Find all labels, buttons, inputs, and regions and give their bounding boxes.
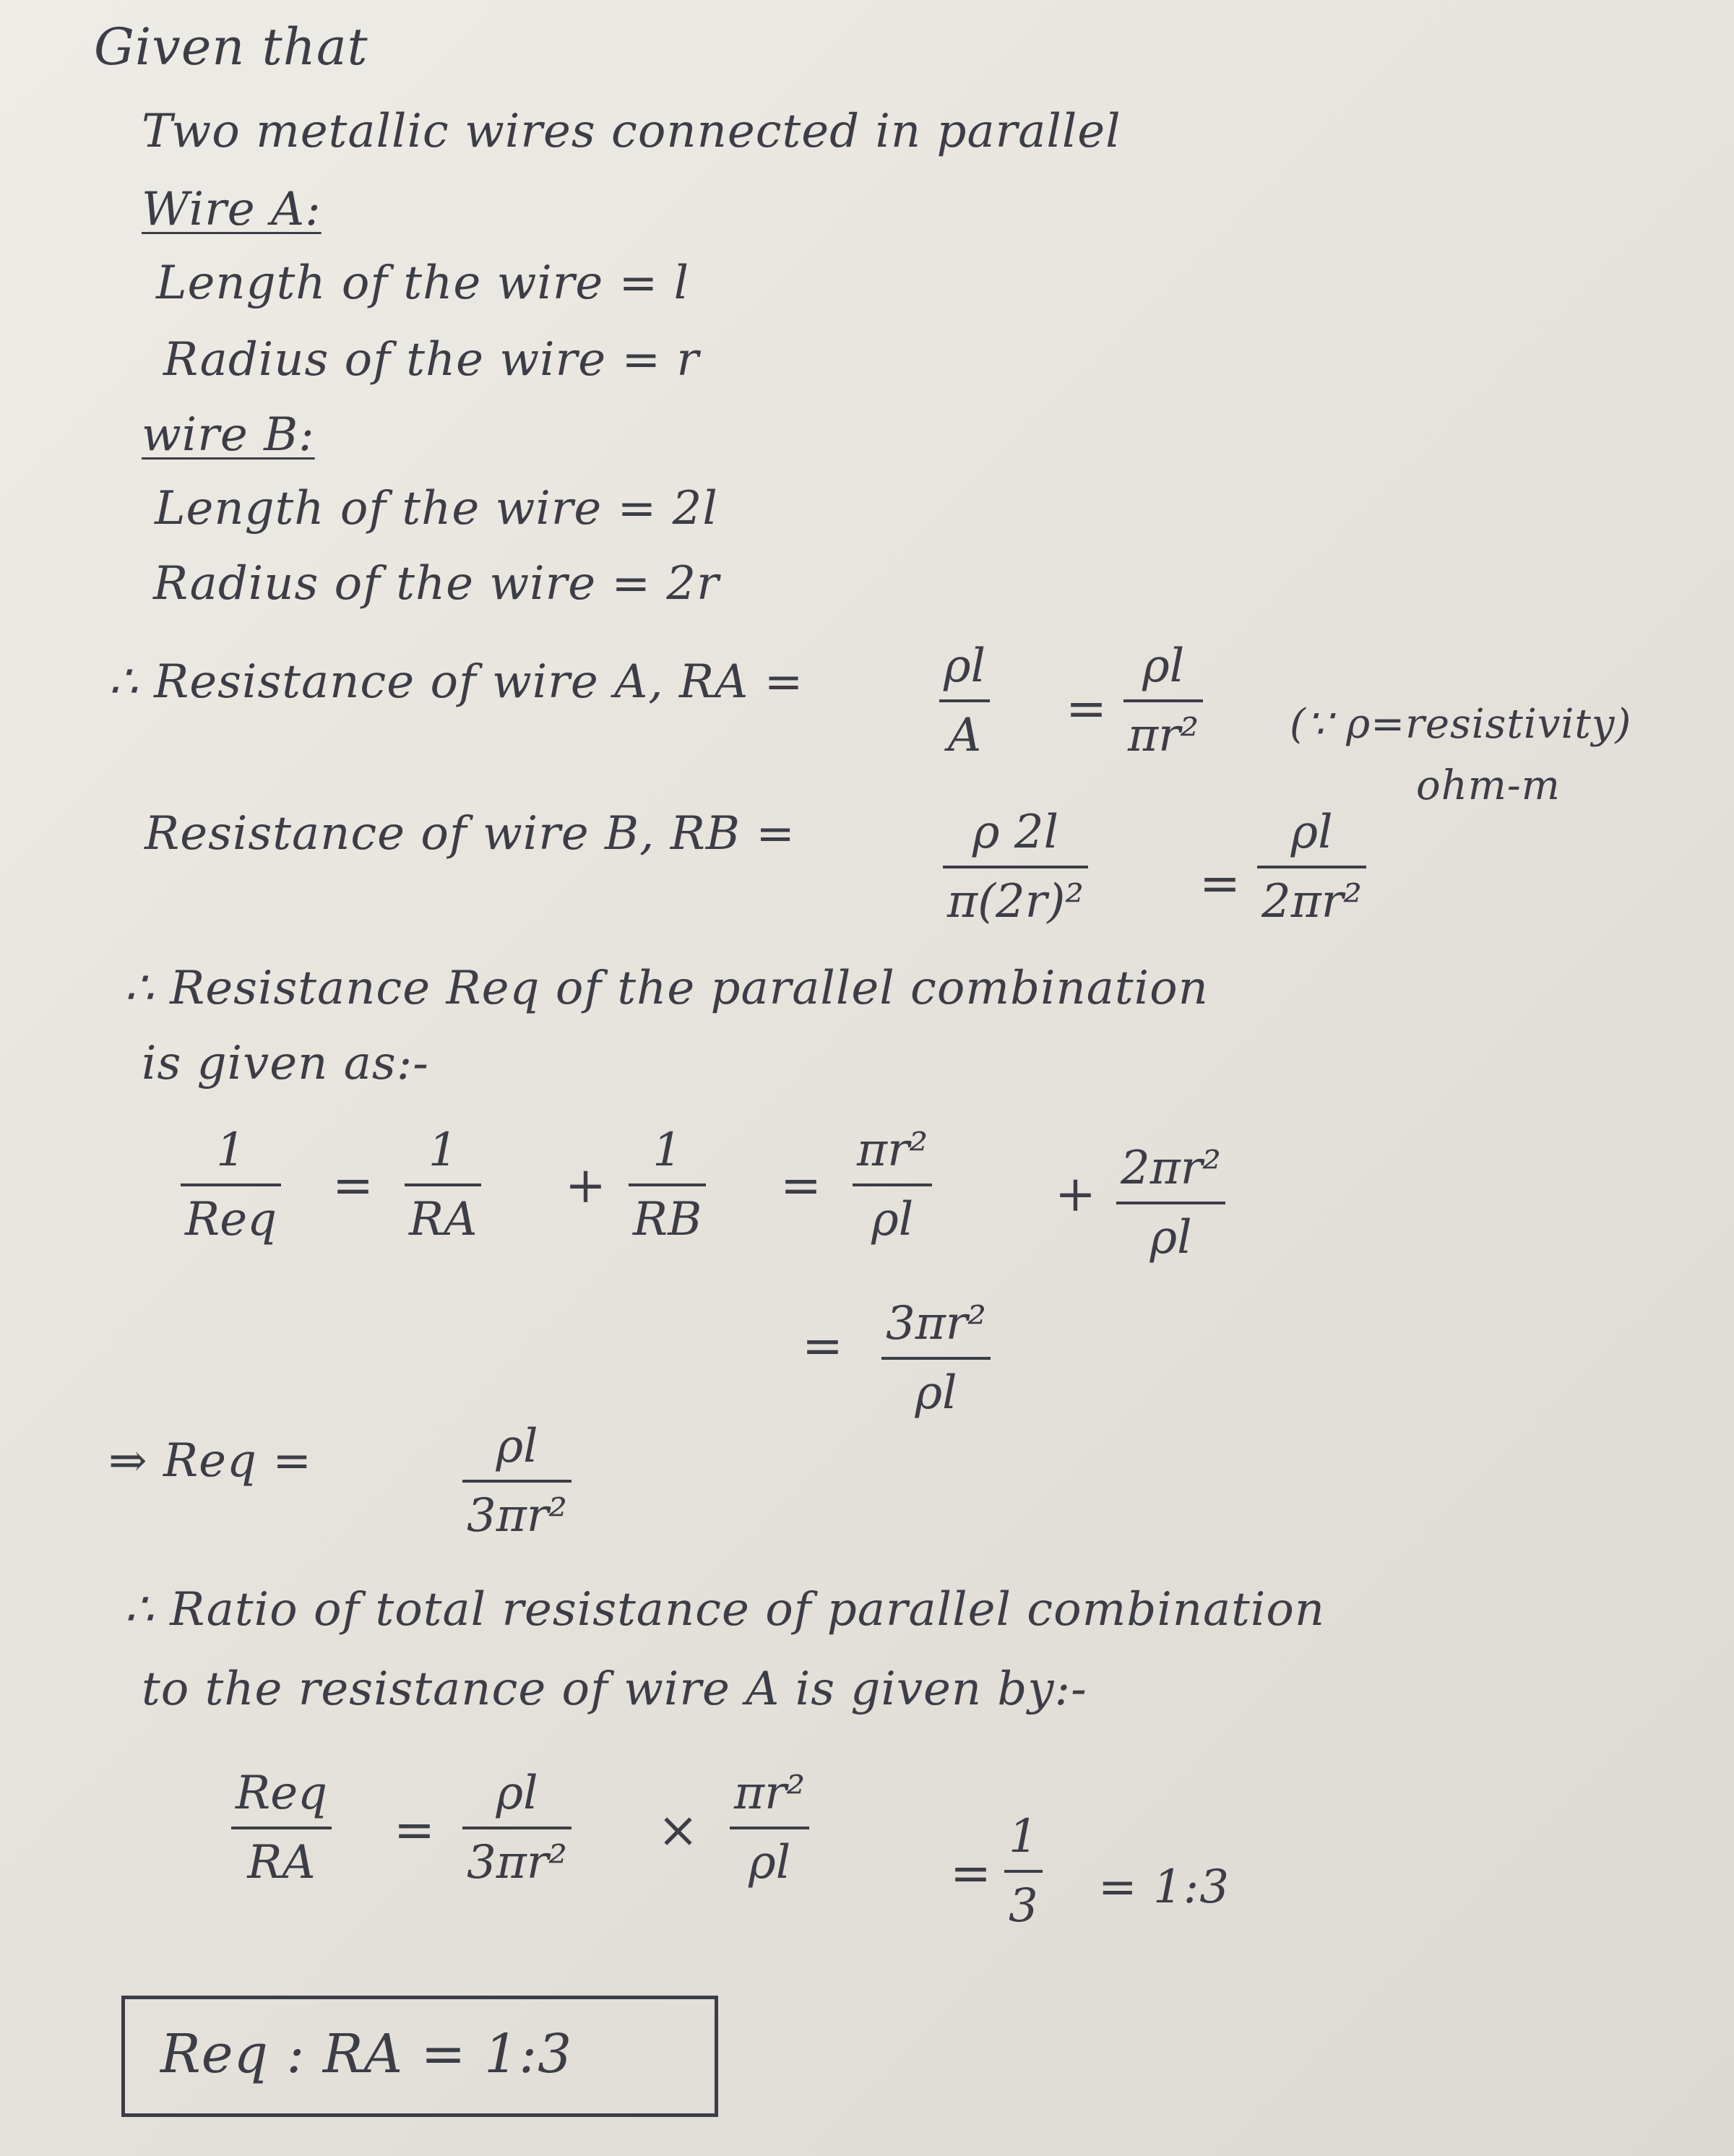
fraction-bar xyxy=(629,1183,706,1186)
fraction-numerator: ρl xyxy=(496,1767,538,1820)
fraction-numerator: 1 xyxy=(1009,1810,1038,1863)
equals-sign: = xyxy=(394,1802,435,1859)
equation-3-lhs: ⇒ Req = xyxy=(108,1434,312,1488)
fraction-denominator: ρl xyxy=(1149,1211,1192,1264)
fraction-denominator: RA xyxy=(247,1836,316,1889)
fraction-denominator: Req xyxy=(185,1193,277,1246)
wire-a-length: Length of the wire = l xyxy=(156,256,690,310)
equation-1-lhs xyxy=(181,1124,281,1246)
ratio-intro-line-1: ∴ Ratio of total resistance of parallel combination xyxy=(124,1583,1326,1637)
equals-sign: = xyxy=(332,1157,374,1215)
fraction-bar xyxy=(943,866,1088,868)
given-heading: Given that xyxy=(94,17,368,77)
fraction-denominator: ρl xyxy=(915,1366,957,1420)
fraction-bar xyxy=(1123,699,1203,702)
fraction-numerator: 3πr² xyxy=(886,1297,987,1350)
fraction-denominator: 2πr² xyxy=(1261,875,1363,928)
fraction-denominator: RB xyxy=(633,1193,702,1246)
fraction-denominator: RA xyxy=(409,1193,478,1246)
times-sign: × xyxy=(657,1802,699,1859)
wire-a-radius: Radius of the wire = r xyxy=(163,333,699,387)
req-intro-line-1: ∴ Resistance Req of the parallel combination xyxy=(124,962,1209,1015)
fraction-bar xyxy=(462,1827,571,1829)
equation-1-term-3 xyxy=(853,1124,932,1246)
equation-4-factor-1 xyxy=(462,1767,571,1889)
ratio-intro-line-2: to the resistance of wire A is given by:- xyxy=(142,1663,1087,1716)
fraction-numerator: 1 xyxy=(216,1124,246,1177)
wire-b-heading: wire B: xyxy=(142,408,315,462)
resistivity-note: (∵ ρ=resistivity) xyxy=(1290,701,1632,748)
fraction-numerator: ρl xyxy=(944,639,986,693)
fraction-bar xyxy=(1257,866,1366,868)
resistance-a-label: ∴ Resistance of wire A, RA = xyxy=(108,655,804,709)
equation-1-term-1 xyxy=(405,1124,481,1246)
fraction-bar xyxy=(405,1183,481,1186)
fraction-bar xyxy=(1116,1202,1225,1204)
equation-4-lhs xyxy=(231,1767,332,1889)
fraction-numerator: 1 xyxy=(652,1124,682,1177)
req-intro-line-2: is given as:- xyxy=(142,1037,429,1090)
resistivity-unit: ohm-m xyxy=(1416,762,1561,809)
fraction-numerator: ρ 2l xyxy=(972,806,1059,859)
equals-sign: = xyxy=(950,1845,991,1902)
fraction-bar xyxy=(853,1183,932,1186)
fraction-denominator: πr² xyxy=(1128,709,1199,762)
fraction-bar xyxy=(231,1827,332,1829)
equation-1-term-4 xyxy=(1116,1142,1225,1264)
fraction-bar xyxy=(939,699,990,702)
fraction-bar xyxy=(881,1357,991,1360)
plus-sign: + xyxy=(1055,1166,1096,1223)
equals-sign: = xyxy=(780,1157,821,1215)
fraction-bar xyxy=(181,1183,281,1186)
fraction-bar xyxy=(730,1827,809,1829)
fraction-numerator: 2πr² xyxy=(1121,1142,1222,1195)
equation-4-result: = 1:3 xyxy=(1098,1860,1230,1914)
fraction-numerator: πr² xyxy=(734,1767,806,1820)
wire-b-length: Length of the wire = 2l xyxy=(155,482,718,535)
wire-a-heading: Wire A: xyxy=(142,183,322,236)
fraction-bar xyxy=(1004,1870,1043,1873)
fraction-numerator: ρl xyxy=(1290,806,1333,859)
fraction-denominator: ρl xyxy=(749,1836,791,1889)
fraction-numerator: ρl xyxy=(496,1420,538,1473)
resistance-a-fraction-2 xyxy=(1123,639,1203,762)
fraction-denominator: π(2r)² xyxy=(947,875,1084,928)
fraction-denominator: 3 xyxy=(1009,1879,1038,1933)
equation-2-result xyxy=(881,1297,991,1420)
fraction-denominator: 3πr² xyxy=(467,1489,568,1543)
fraction-denominator: ρl xyxy=(871,1193,914,1246)
fraction-denominator: A xyxy=(947,709,982,762)
resistance-b-fraction-1 xyxy=(943,806,1088,928)
resistance-b-fraction-2 xyxy=(1257,806,1366,928)
plus-sign: + xyxy=(565,1157,606,1215)
problem-intro: Two metallic wires connected in parallel xyxy=(142,105,1121,158)
fraction-denominator: 3πr² xyxy=(467,1836,568,1889)
wire-b-radius: Radius of the wire = 2r xyxy=(153,557,720,611)
resistance-a-fraction-1 xyxy=(939,639,990,762)
equals-sign: = xyxy=(1066,681,1107,738)
fraction-bar xyxy=(462,1480,571,1483)
final-answer: Req : RA = 1:3 xyxy=(160,2023,573,2085)
fraction-numerator: πr² xyxy=(857,1124,928,1177)
fraction-numerator: 1 xyxy=(428,1124,458,1177)
equals-sign: = xyxy=(1199,855,1241,913)
equation-1-term-2 xyxy=(629,1124,706,1246)
equation-4-factor-3 xyxy=(1004,1810,1043,1933)
resistance-b-label: Resistance of wire B, RB = xyxy=(144,807,795,861)
fraction-numerator: ρl xyxy=(1142,639,1185,693)
fraction-numerator: Req xyxy=(236,1767,328,1820)
equation-3-result xyxy=(462,1420,571,1543)
equals-sign: = xyxy=(802,1318,843,1375)
equation-4-factor-2 xyxy=(730,1767,809,1889)
